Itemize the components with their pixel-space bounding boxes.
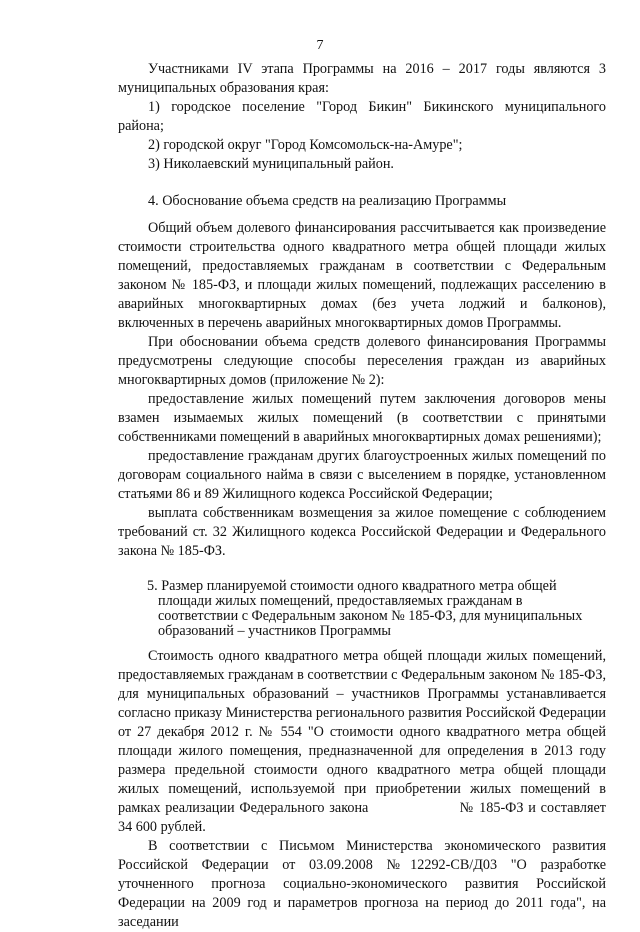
paragraph-cost-end: № 185-ФЗ и составляет 34 600 рублей.: [118, 800, 606, 835]
paragraph-social-rent: предоставление гражданам других благоустроенных жилых помещений по договорам социального найма в связи с выселением в порядке, установленном статьями 86 и 89 Жилищного кодекса Российской Федерации;: [118, 448, 606, 502]
paragraph-cost-text: Стоимость одного квадратного метра общей площади жилых помещений, предоставляемых гражданам в соответствии с Федеральным законом № 185-ФЗ, для муниципальных образований – участников Программы устанавливается согласно приказу Министерства регионального развития Российской Федерации от 27 декабря 2012 г. № 554 "О стоимости одного квадратного метра общей площади жилого помещения, предназначенной для определения в 2013 году размера предельной стоимости одного квадратного метра общей площади жилых помещений, используемой при приобретении жилых помещений в рамках реализации Федерального закона: [118, 648, 606, 816]
list-item-bikin: 1) городское поселение "Город Бикин" Бикинского муниципального района;: [118, 99, 606, 134]
page-content: [118, 60, 606, 932]
paragraph-justification: При обосновании объема средств долевого финансирования Программы предусмотрены следующие способы переселения граждан из аварийных многоквартирных домов (приложение № 2):: [118, 334, 606, 388]
section-heading-5: 5. Размер планируемой стоимости одного квадратного метра общей площади жилых помещений, предоставляемых гражданам в соответствии с Федеральным законом № 185-ФЗ, для муниципальных образований – участников Программы: [147, 578, 583, 639]
list-item-nikolaevsky: 3) Николаевский муниципальный район.: [148, 156, 394, 172]
paragraph-cost: [118, 647, 606, 837]
page-number: 7: [316, 38, 324, 53]
section-heading-4: 4. Обоснование объема средств на реализацию Программы: [148, 193, 507, 209]
paragraph-exchange: предоставление жилых помещений путем заключения договоров мены взамен изымаемых жилых помещений (в соответствии с принятыми собственниками помещений в аварийных многоквартирных домах решениями);: [118, 391, 606, 445]
list-item-komsomolsk: 2) городской округ "Город Комсомольск-на-Амуре";: [148, 137, 463, 153]
paragraph-compensation: выплата собственникам возмещения за жилое помещение с соблюдением требований ст. 32 Жилищного кодекса Российской Федерации и Федерального закона № 185-ФЗ.: [118, 505, 606, 559]
paragraph-total-volume: Общий объем долевого финансирования рассчитывается как произведение стоимости строительства одного квадратного метра общей площади жилых помещений, предоставляемых гражданам в соответствии с Федеральным законом № 185-ФЗ, и площади жилых помещений, подлежащих расселению в аварийных многоквартирных домах (без учета лоджий и балконов), включенных в перечень аварийных многоквартирных домов Программы.: [118, 220, 606, 331]
paragraph-participants: Участниками IV этапа Программы на 2016 – 2017 годы являются 3 муниципальных образования края:: [118, 61, 606, 96]
paragraph-ministry-letter: В соответствии с Письмом Министерства экономического развития Российской Федерации от 03.09.2008 №12292-СВ/Д03 "О разработке уточненного прогноза социально-экономического развития Российской Федерации на 2009 год и параметров прогноза на период до 2011 года", на заседании: [118, 838, 606, 930]
